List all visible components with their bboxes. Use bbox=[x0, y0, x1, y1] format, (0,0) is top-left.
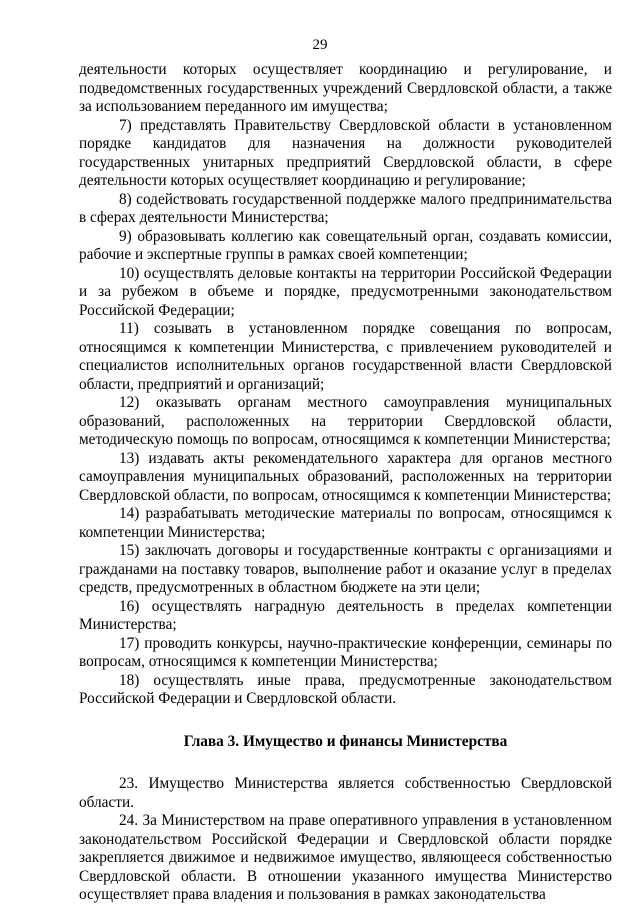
paragraph-item-8: 8) содействовать государственной поддержке малого предпринимательства в сферах деятельности Министерства; bbox=[79, 190, 612, 226]
paragraph-section-23: 23. Имущество Министерства является собственностью Свердловской области. bbox=[79, 775, 612, 811]
paragraph-item-9: 9) образовывать коллегию как совещательный орган, создавать комиссии, рабочие и экспертные группы в рамках своей компетенции; bbox=[79, 227, 612, 263]
paragraph-item-7: 7) представлять Правительству Свердловской области в установленном порядке кандидатов для назначения на должности руководителей государственных унитарных предприятий Свердловской области, в сфере деятельности которых осуществляет координацию и регулирование; bbox=[79, 116, 612, 189]
paragraph-continuation: деятельности которых осуществляет координацию и регулирование, и подведомственных государственных учреждений Свердловской области, а также за использованием переданного им имущества; bbox=[79, 61, 612, 115]
paragraph-item-10: 10) осуществлять деловые контакты на территории Российской Федерации и за рубежом в объеме и порядке, предусмотренными законодательством Российской Федерации; bbox=[79, 264, 612, 319]
paragraph-item-18: 18) осуществлять иные права, предусмотренные законодательством Российской Федерации и Свердловской области. bbox=[79, 671, 612, 707]
document-body bbox=[79, 61, 612, 905]
paragraph-item-13: 13) издавать акты рекомендательного характера для органов местного самоуправления муниципальных образований, расположенных на территории Свердловской области, по вопросам, относящимся к компетенции Министерства; bbox=[79, 449, 612, 504]
chapter-heading: Глава 3. Имущество и финансы Министерства bbox=[183, 732, 508, 750]
page-number: 29 bbox=[312, 37, 328, 53]
paragraph-item-11: 11) созывать в установленном порядке совещания по вопросам, относящимся к компетенции Министерства, с привлечением руководителей и специалистов исполнительных органов государственной власти Свердловской области, предприятий и организаций; bbox=[79, 320, 612, 393]
paragraph-item-17: 17) проводить конкурсы, научно-практические конференции, семинары по вопросам, относящимся к компетенции Министерства; bbox=[79, 634, 612, 670]
paragraph-item-12: 12) оказывать органам местного самоуправления муниципальных образований, расположенных на территории Свердловской области, методическую помощь по вопросам, относящимся к компетенции Министерства; bbox=[79, 394, 612, 448]
paragraph-item-16: 16) осуществлять наградную деятельность в пределах компетенции Министерства; bbox=[79, 597, 612, 633]
paragraph-item-14: 14) разрабатывать методические материалы по вопросам, относящимся к компетенции Министерства; bbox=[79, 505, 612, 541]
paragraph-item-15: 15) заключать договоры и государственные контракты с организациями и гражданами на поставку товаров, выполнение работ и оказание услуг в пределах средств, предусмотренных в областном бюджете на эти цели; bbox=[79, 542, 612, 596]
paragraph-section-24: 24. За Министерством на праве оперативного управления в установленном законодательством Российской Федерации и Свердловской области порядке закрепляется движимое и недвижимое имущество, являющееся собственностью Свердловской области. В отношении указанного имущества Министерство осуществляет права владения и пользования в рамках законодательства bbox=[79, 812, 612, 903]
